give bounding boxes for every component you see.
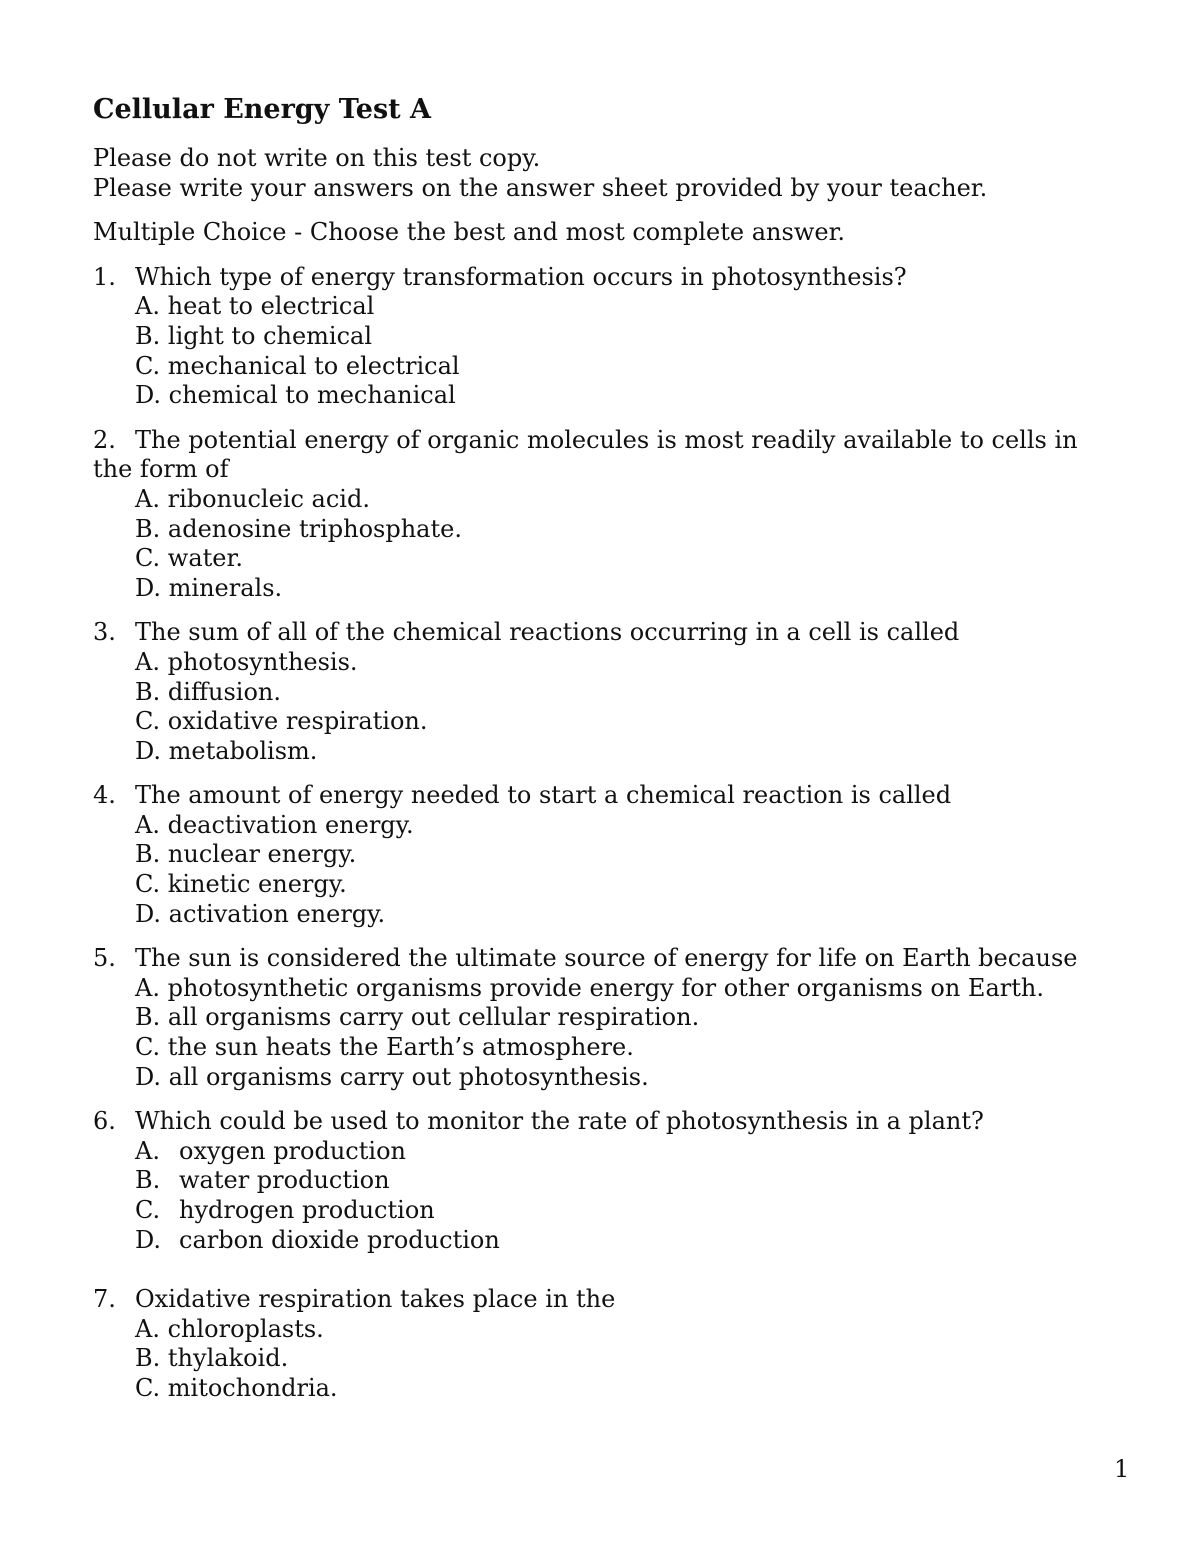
- option-letter: C.: [135, 1033, 161, 1062]
- option-letter: C.: [135, 1373, 161, 1402]
- option-text: ribonucleic acid.: [167, 484, 370, 513]
- option-letter: C.: [135, 707, 161, 736]
- option-b: [135, 1166, 1113, 1196]
- option-c: [135, 1033, 1113, 1063]
- option-text: light to chemical: [167, 321, 373, 350]
- option-b: [135, 840, 1113, 870]
- option-d: [135, 381, 1113, 411]
- section-heading: Multiple Choice - Choose the best and most complete answer.: [93, 218, 846, 247]
- option-text: deactivation energy.: [167, 810, 414, 839]
- option-b: [135, 322, 1113, 352]
- option-letter: A.: [135, 292, 160, 321]
- question-text: Oxidative respiration takes place in the: [135, 1285, 616, 1314]
- option-text: water production: [179, 1166, 390, 1195]
- answer-options: [93, 974, 1113, 1092]
- page-title: Cellular Energy Test A: [93, 94, 431, 125]
- option-text: kinetic energy.: [167, 870, 347, 899]
- option-text: all organisms carry out photosynthesis.: [168, 1062, 649, 1091]
- option-letter: C.: [135, 351, 161, 380]
- option-letter: A.: [135, 484, 160, 513]
- option-text: oxidative respiration.: [167, 707, 428, 736]
- option-c: [135, 352, 1113, 382]
- option-letter: D.: [135, 1225, 162, 1254]
- option-text: diffusion.: [167, 677, 281, 706]
- option-letter: B.: [135, 514, 161, 543]
- question-text: The sun is considered the ultimate source of energy for life on Earth because: [135, 944, 1078, 973]
- option-text: adenosine triphosphate.: [167, 514, 462, 543]
- option-text: all organisms carry out cellular respiration.: [167, 1003, 700, 1032]
- question-1: [93, 263, 1113, 411]
- option-letter: A.: [135, 1314, 160, 1343]
- question-number: 7.: [93, 1285, 116, 1314]
- option-letter: B.: [135, 321, 161, 350]
- instruction-line-2: Please write your answers on the answer sheet provided by your teacher.: [93, 173, 988, 202]
- question-number: 6.: [93, 1107, 116, 1136]
- option-letter: B.: [135, 1166, 161, 1195]
- question-number: 1.: [93, 262, 116, 291]
- option-b: [135, 1344, 1113, 1374]
- option-letter: C.: [135, 1196, 161, 1224]
- option-text: the sun heats the Earth’s atmosphere.: [167, 1033, 634, 1062]
- option-letter: C.: [135, 870, 161, 899]
- option-text: heat to electrical: [167, 292, 375, 321]
- option-a: [135, 1137, 1113, 1167]
- option-text: photosynthesis.: [167, 647, 358, 676]
- option-text: chemical to mechanical: [168, 381, 456, 410]
- option-letter: D.: [135, 573, 162, 602]
- option-letter: D.: [135, 381, 162, 410]
- option-a: [135, 1315, 1113, 1345]
- question-number: 3.: [93, 618, 116, 647]
- question-5: [93, 944, 1113, 1092]
- option-letter: B.: [135, 677, 161, 706]
- option-letter: D.: [135, 1062, 162, 1091]
- instruction-line-1: Please do not write on this test copy.: [93, 144, 541, 172]
- question-text: The potential energy of organic molecules is most readily available to cells in the form of: [93, 425, 1078, 484]
- option-text: mechanical to electrical: [167, 351, 460, 380]
- option-a: [135, 648, 1113, 678]
- option-d: [135, 1063, 1113, 1093]
- answer-options: [93, 811, 1113, 929]
- option-b: [135, 1003, 1113, 1033]
- option-letter: B.: [135, 1344, 161, 1373]
- test-page: [93, 92, 1113, 1404]
- option-c: [135, 544, 1113, 574]
- question-4: [93, 781, 1113, 929]
- option-d: [135, 574, 1113, 604]
- option-text: metabolism.: [168, 736, 318, 765]
- answer-options: [93, 1315, 1113, 1404]
- question-3: [93, 618, 1113, 766]
- question-7: [93, 1285, 1113, 1403]
- option-text: mitochondria.: [167, 1373, 338, 1402]
- answer-options: [93, 292, 1113, 410]
- answer-options: [93, 1137, 1113, 1255]
- page-number: 1: [1114, 1455, 1130, 1483]
- question-text: The amount of energy needed to start a chemical reaction is called: [135, 781, 952, 810]
- question-2: [93, 426, 1113, 604]
- answer-options: [93, 648, 1113, 766]
- option-a: [135, 485, 1113, 515]
- answer-options: [93, 485, 1113, 603]
- option-a: [135, 811, 1113, 841]
- option-c: [135, 870, 1113, 900]
- question-text: The sum of all of the chemical reactions occurring in a cell is called: [135, 618, 960, 647]
- question-number: 2.: [93, 425, 116, 454]
- option-b: [135, 515, 1113, 545]
- option-text: minerals.: [168, 573, 283, 602]
- option-text: activation energy.: [168, 899, 386, 928]
- option-letter: B.: [135, 1003, 161, 1032]
- option-letter: D.: [135, 899, 162, 928]
- option-text: photosynthetic organisms provide energy for other organisms on Earth.: [167, 973, 1044, 1002]
- option-text: oxygen production: [179, 1136, 406, 1165]
- option-letter: A.: [135, 647, 160, 676]
- option-d: [135, 737, 1113, 767]
- option-letter: C.: [135, 544, 161, 573]
- question-6: [93, 1107, 1113, 1255]
- question-number: 5.: [93, 944, 116, 973]
- question-text: Which could be used to monitor the rate of photosynthesis in a plant?: [135, 1107, 984, 1136]
- option-d: [135, 1226, 1113, 1256]
- option-c: [135, 1374, 1113, 1404]
- option-text: nuclear energy.: [167, 840, 357, 869]
- question-text: Which type of energy transformation occurs in photosynthesis?: [135, 262, 907, 291]
- question-number: 4.: [93, 781, 116, 810]
- option-text: carbon dioxide production: [179, 1225, 500, 1254]
- option-a: [135, 292, 1113, 322]
- option-c: [135, 707, 1113, 737]
- option-letter: A.: [135, 1136, 160, 1165]
- option-d: [135, 900, 1113, 930]
- option-letter: A.: [135, 810, 160, 839]
- option-text: water.: [167, 544, 243, 573]
- option-b: [135, 678, 1113, 708]
- option-text: chloroplasts.: [167, 1314, 324, 1343]
- option-c: [135, 1196, 1113, 1226]
- option-letter: A.: [135, 973, 160, 1002]
- option-text: thylakoid.: [167, 1344, 289, 1373]
- option-text: hydrogen production: [179, 1196, 435, 1224]
- option-letter: B.: [135, 840, 161, 869]
- option-a: [135, 974, 1113, 1004]
- option-letter: D.: [135, 736, 162, 765]
